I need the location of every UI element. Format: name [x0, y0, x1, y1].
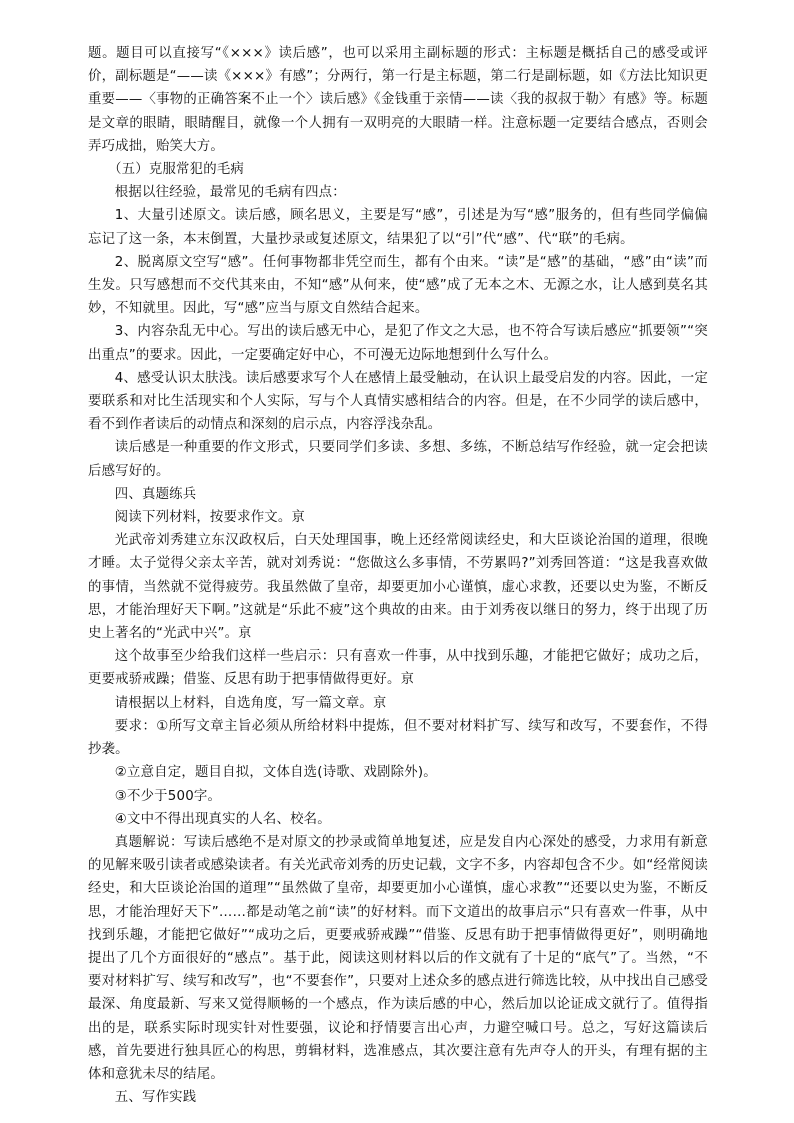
section-heading-practice: 四、真题练兵	[114, 486, 197, 502]
paragraph-material-story: 光武帝刘秀建立东汉政权后，白天处理国事，晚上还经常阅读经史，和大臣谈论治国的道理，很晚才睡。太子觉得父亲太辛苦，就对刘秀说：“您做这么多事情，不劳累吗?”刘秀回答道：“这是我喜欢做的事情，当然就不觉得疲劳。我虽然做了皇帝，却要更加小心谨慎，虚心求教，还要以史为鉴，不断反思，才能治理好天下啊。”这就是“乐此不疲”这个典故的由来。由于刘秀夜以继日的努力，终于出现了历史上著名的“光武中兴”。亰	[88, 533, 708, 642]
paragraph-mistake-1: 1、大量引述原文。读后感，顾名思义，主要是写“感”，引述是为写“感”服务的，但有些同学偏偏忘记了这一条，本末倒置，大量抄录或复述原文，结果犯了以“引”代“感”、代“联”的毛病。	[88, 208, 708, 247]
paragraph-material-lessons: 这个故事至少给我们这样一些启示：只有喜欢一件事，从中找到乐趣，才能把它做好；成功之后，更要戒骄戒躁；借鉴、反思有助于把事情做得更好。亰	[88, 649, 708, 688]
paragraph-instruction: 阅读下列材料，按要求作文。亰	[114, 510, 306, 526]
paragraph-mistake-4: 4、感受认识太肤浅。读后感要求写个人在感情上最受触动，在认识上最受启发的内容。因此，一定要联系和对比生活现实和个人实际，写与个人真情实感相结合的内容。但是，在不少同学的读后感中，看不到作者读后的动情点和深刻的启示点，内容浮浅杂乱。	[88, 370, 708, 433]
paragraph-requirement-4: ④文中不得出现真实的人名、校名。	[114, 811, 331, 827]
section-heading-writing-practice: 五、写作实践	[114, 1090, 197, 1106]
paragraph-task: 请根据以上材料，自选角度，写一篇文章。亰	[114, 695, 387, 711]
paragraph-mistakes-intro: 根据以往经验，最常见的毛病有四点：	[114, 185, 346, 201]
paragraph-summary: 读后感是一种重要的作文形式，只要同学们多读、多想、多练，不断总结写作经验，就一定会把读后感写好的。	[88, 440, 708, 479]
paragraph-mistake-2: 2、脱离原文空写“感”。任何事物都非凭空而生，都有个由来。“读”是“感”的基础，“感”由“读”而生发。只写感想而不交代其来由，不知“感”从何来，使“感”成了无本之木、无源之水，让人感到莫名其妙，不知就里。因此，写“感”应当与原文自然结合起来。	[88, 254, 708, 317]
section-heading-common-mistakes: （五）克服常犯的毛病	[108, 162, 244, 178]
paragraph-requirement-1: 要求：①所写文章主旨必须从所给材料中提炼，但不要对材料扩写、续写和改写，不要套作，不得抄袭。	[88, 718, 708, 758]
paragraph-requirement-2: ②立意自定，题目自拟，文体自选(诗歌、戏剧除外)。	[114, 765, 437, 781]
paragraph-analysis: 真题解说：写读后感绝不是对原文的抄录或简单地复述，应是发自内心深处的感受，力求用有新意的见解来吸引读者或感染读者。有关光武帝刘秀的历史记载，文字不多，内容却包含不少。如“经常阅读经史，和大臣谈论治国的道理”“虽然做了皇帝，却要更加小心谨慎，虚心求教”“还要以史为鉴，不断反思，才能治理好天下”……都是动笔之前“读”的好材料。而下文道出的故事启示“只有喜欢一件事，从中找到乐趣，才能把它做好”“成功之后，更要戒骄戒躁”“借鉴、反思有助于把事情做得更好”，则明确地提出了几个方面很好的“感点”。基于此，阅读这则材料以后的作文就有了十足的“底气”了。当然，“不要对材料扩写、续写和改写”，也“不要套作”，只要对上述众多的感点进行筛选比较，从中找出自己感受最深、角度最新、写来又觉得顺畅的一个感点，作为读后感的中心，然后加以论证成文就行了。值得指出的是，联系实际时现实针对性要强，议论和抒情要言出心声，力避空喊口号。总之，写好这篇读后感，首先要进行独具匠心的构思，剪辑材料，选准感点，其次要注意有先声夺人的开头，有理有据的主体和意犹未尽的结尾。	[88, 834, 708, 1082]
paragraph-requirement-3: ③不少于500字。	[114, 788, 222, 804]
paragraph-mistake-3: 3、内容杂乱无中心。写出的读后感无中心，是犯了作文之大忌，也不符合写读后感应“抓要领”“突出重点”的要求。因此，一定要确定好中心，不可漫无边际地想到什么写什么。	[88, 324, 708, 363]
paragraph-title-advice: 题。题目可以直接写“《×××》读后感”，也可以采用主副标题的形式：主标题是概括自己的感受或评价，副标题是“——读《×××》有感”；分两行，第一行是主标题，第二行是副标题，如《方法比知识更重要——〈事物的正确答案不止一个〉读后感》《金钱重于亲情——读〈我的叔叔于勒〉有感》等。标题是文章的眼睛，眼睛醒目，就像一个人拥有一双明亮的大眼睛一样。注意标题一定要结合感点，否则会弄巧成拙，贻笑大方。	[88, 46, 708, 154]
document-page	[88, 42, 708, 1109]
